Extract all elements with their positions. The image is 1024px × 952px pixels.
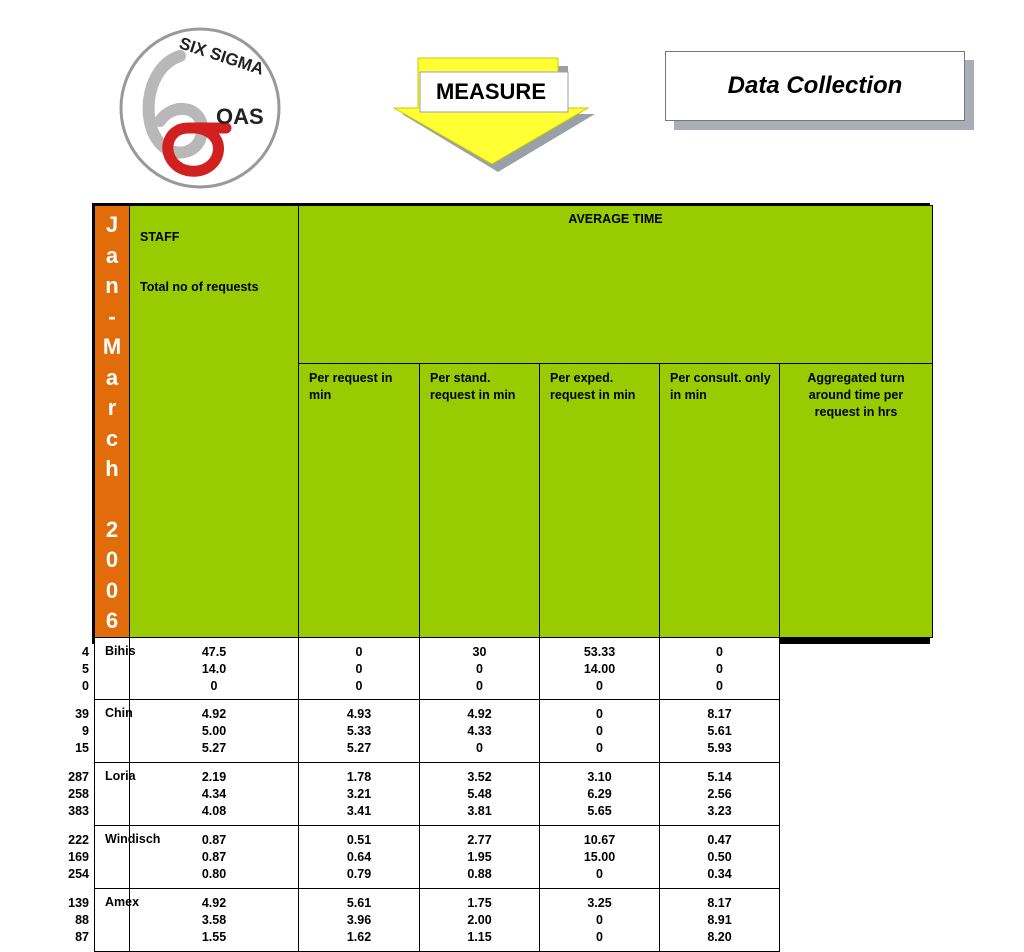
value: 1.75 (467, 895, 492, 910)
value: 3.96 (346, 912, 372, 927)
table-row (95, 763, 933, 826)
request-count: 5 (82, 661, 89, 676)
value-cell (299, 826, 420, 889)
side-letter: a (105, 364, 119, 390)
value: 0 (596, 741, 603, 756)
request-count: 287 (68, 770, 89, 785)
staff-name: Amex (105, 894, 140, 909)
request-count: 222 (68, 833, 89, 848)
request-counts (75, 706, 89, 757)
request-counts (68, 832, 89, 883)
value: 3.21 (346, 787, 372, 802)
request-count: 9 (82, 724, 89, 739)
value-cell (420, 700, 540, 763)
request-counts (82, 644, 89, 695)
side-letter: n (105, 273, 119, 298)
value: 14.0 (201, 661, 227, 676)
value: 4.92 (201, 895, 227, 910)
request-count: 383 (68, 804, 89, 819)
value: 14.00 (583, 661, 616, 676)
request-count: 258 (68, 787, 89, 802)
value: 3.10 (587, 770, 612, 785)
average-time-header: AVERAGE TIME (299, 206, 933, 364)
value: 4.34 (201, 787, 227, 802)
value: 0 (596, 678, 603, 693)
value: 0 (210, 678, 218, 693)
value: 8.17 (707, 895, 732, 910)
value: 8.17 (707, 707, 732, 722)
staff-name: Chin (105, 706, 133, 721)
value: 3.25 (587, 895, 612, 910)
staff-cell (75, 700, 133, 763)
request-count: 139 (68, 895, 89, 910)
measure-label: MEASURE (435, 79, 546, 104)
value: 2.77 (467, 833, 492, 848)
table-row (95, 888, 933, 951)
logo-text-oas: OAS (216, 104, 264, 129)
value: 6.29 (587, 787, 612, 802)
total-requests-header: Total no of requests (140, 280, 259, 294)
request-count: 169 (68, 850, 89, 865)
value-cell (420, 888, 540, 951)
value-cell (540, 888, 660, 951)
value: 4.93 (346, 707, 372, 722)
value: 3.58 (201, 912, 227, 927)
value: 0 (716, 661, 723, 676)
value: 0 (596, 707, 603, 722)
value: 0.64 (346, 850, 372, 865)
col-header-per-request: Per request in min (299, 364, 420, 637)
value: 53.33 (583, 644, 616, 659)
value-cell (420, 637, 540, 700)
value: 0 (596, 867, 603, 882)
data-table (68, 205, 933, 952)
request-count: 87 (75, 929, 89, 944)
staff-cell (68, 888, 140, 951)
value: 0 (476, 741, 483, 756)
request-count: 4 (82, 644, 89, 659)
value-cell (130, 700, 299, 763)
value: 0 (596, 929, 603, 944)
value: 0 (355, 644, 363, 659)
value-cell (540, 637, 660, 700)
value: 3.41 (346, 804, 372, 819)
data-table-container (68, 203, 930, 944)
value: 15.00 (583, 850, 616, 865)
side-letter: c (105, 425, 119, 451)
value: 5.65 (587, 804, 612, 819)
value: 5.61 (707, 724, 732, 739)
value-cell (660, 826, 780, 889)
value: 10.67 (583, 833, 616, 848)
logo-text-six-sigma: SIX SIGMA (176, 33, 267, 79)
side-letter: r (107, 395, 117, 420)
value: 4.92 (467, 707, 492, 722)
side-letter: - (108, 303, 116, 329)
table-row (95, 826, 933, 889)
value: 5.93 (707, 741, 732, 756)
value: 1.55 (201, 929, 227, 944)
value-cell (540, 763, 660, 826)
value: 0.87 (201, 850, 227, 865)
value-cell (660, 700, 780, 763)
value: 0 (476, 678, 483, 693)
staff-cell (68, 763, 136, 826)
request-count: 254 (68, 867, 89, 882)
col-header-aggregated: Aggregated turn around time per request in hrs (780, 364, 933, 637)
value: 0.79 (346, 867, 372, 882)
staff-cell (82, 637, 136, 700)
value: 0 (596, 724, 603, 739)
table-row (95, 637, 933, 700)
staff-header: STAFF (140, 230, 180, 244)
side-date-label (95, 206, 130, 638)
side-letter: M (102, 334, 122, 359)
value-cell (299, 700, 420, 763)
value: 5.27 (346, 741, 372, 756)
col-header-per-stand: Per stand. request in min (420, 364, 540, 637)
value: 0 (476, 661, 483, 676)
staff-cell (68, 826, 161, 889)
side-letter: 0 (105, 547, 119, 572)
staff-name: Loria (105, 769, 136, 784)
side-letter: 0 (105, 577, 119, 603)
value: 0.51 (346, 833, 372, 848)
value: 3.52 (467, 770, 492, 785)
col-header-per-consult: Per consult. only in min (660, 364, 780, 637)
request-count: 15 (75, 741, 89, 756)
value: 0 (716, 678, 723, 693)
staff-name: Bihis (105, 643, 136, 658)
value-cell (130, 888, 299, 951)
value: 8.91 (707, 912, 732, 927)
request-count: 88 (75, 912, 89, 927)
value: 5.00 (201, 724, 227, 739)
value: 5.14 (707, 770, 732, 785)
value-cell (420, 826, 540, 889)
value: 4.08 (201, 804, 227, 819)
value-cell (130, 763, 299, 826)
value: 1.15 (467, 929, 492, 944)
value-cell (540, 826, 660, 889)
six-sigma-oas-logo (118, 26, 283, 191)
value-cell (660, 888, 780, 951)
value: 4.33 (467, 724, 492, 739)
value: 1.62 (346, 929, 372, 944)
side-letter: 2 (105, 516, 119, 542)
value: 3.81 (467, 804, 492, 819)
side-letter: a (105, 242, 119, 268)
value: 4.92 (201, 707, 227, 722)
value: 0.87 (201, 833, 227, 848)
value: 0 (716, 644, 723, 659)
value: 2.56 (707, 787, 732, 802)
value: 30 (472, 644, 487, 659)
value: 0 (355, 661, 363, 676)
value: 5.33 (346, 724, 372, 739)
value: 0.34 (707, 867, 732, 882)
value-cell (299, 763, 420, 826)
value-cell (420, 763, 540, 826)
staff-header-cell (130, 206, 299, 638)
side-letter: h (105, 456, 119, 481)
table-row (95, 700, 933, 763)
value: 3.23 (707, 804, 732, 819)
page-title: Data Collection (665, 51, 965, 121)
side-letter: 6 (105, 608, 119, 633)
value: 1.95 (467, 850, 492, 865)
value: 0.88 (467, 867, 492, 882)
request-counts (68, 769, 89, 820)
value-cell (299, 888, 420, 951)
value: 8.20 (707, 929, 732, 944)
value: 5.48 (467, 787, 492, 802)
value: 0 (596, 912, 603, 927)
value: 0.50 (707, 850, 732, 865)
request-counts (68, 895, 89, 946)
value: 5.61 (346, 895, 372, 910)
col-header-per-exped: Per exped. request in min (540, 364, 660, 637)
request-count: 39 (75, 707, 89, 722)
value-cell (540, 700, 660, 763)
value-cell (130, 637, 299, 700)
value-cell (299, 637, 420, 700)
value: 47.5 (201, 644, 227, 659)
value: 1.78 (346, 770, 372, 785)
value: 0.47 (707, 833, 732, 848)
value: 0 (355, 678, 363, 693)
staff-name: Windisch (105, 832, 161, 847)
value-cell (660, 763, 780, 826)
value-cell (660, 637, 780, 700)
value: 5.27 (201, 741, 227, 756)
value: 2.00 (467, 912, 492, 927)
request-count: 0 (82, 678, 89, 693)
side-letter: J (105, 212, 119, 237)
value: 2.19 (201, 770, 227, 785)
value: 0.80 (201, 867, 227, 882)
